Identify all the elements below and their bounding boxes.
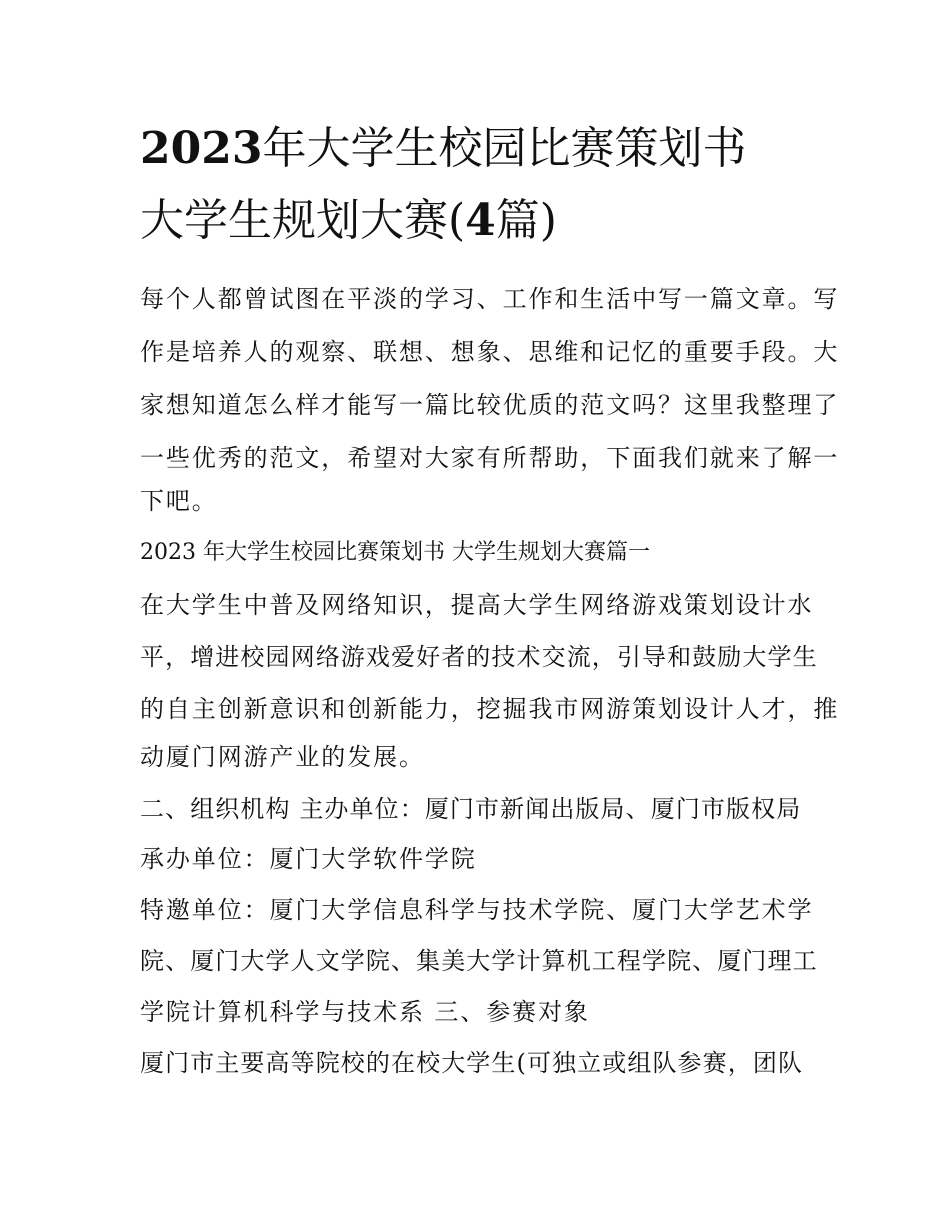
- body-line: 院、厦门大学人文学院、集美大学计算机工程学院、厦门理工: [140, 947, 818, 975]
- body-line: 家想知道怎么样才能写一篇比较优质的范文吗？这里我整理了: [140, 391, 840, 419]
- body-line: 每个人都曾试图在平淡的学习、工作和生活中写一篇文章。写: [140, 285, 840, 313]
- title-year: 2023: [140, 123, 263, 174]
- document-title-line-1: [140, 124, 820, 174]
- document-title-line-2: [140, 196, 820, 246]
- body-line: 学院计算机科学与技术系 三、参赛对象: [140, 998, 590, 1026]
- body-line: 特邀单位：厦门大学信息科学与技术学院、厦门大学艺术学: [140, 896, 814, 924]
- body-line: 平，增进校园网络游戏爱好者的技术交流，引导和鼓励大学生: [140, 643, 818, 671]
- body-line: 厦门市主要高等院校的在校大学生(可独立或组队参赛，团队: [140, 1049, 804, 1077]
- body-line: 下吧。: [140, 487, 218, 515]
- title-line-1-text: 年大学生校园比赛策划书: [262, 123, 747, 174]
- body-line: 二、组织机构 主办单位：厦门市新闻出版局、厦门市版权局: [140, 795, 802, 823]
- title-count: 4: [465, 195, 496, 246]
- body-line: 动厦门网游产业的发展。: [140, 743, 425, 771]
- body-line: 的自主创新意识和创新能力，挖掘我市网游策划设计人才，推: [140, 695, 840, 723]
- section-heading: 2023 年大学生校园比赛策划书 大学生规划大赛篇一: [140, 540, 650, 565]
- title-line-2-text: 大学生规划大赛(: [140, 195, 466, 246]
- body-line: 承办单位：厦门大学软件学院: [140, 845, 477, 873]
- body-line: 一些优秀的范文，希望对大家有所帮助，下面我们就来了解一: [140, 444, 840, 472]
- title-line-2-end: 篇): [495, 195, 557, 246]
- body-line: 作是培养人的观察、联想、想象、思维和记忆的重要手段。大: [140, 338, 840, 366]
- body-line: 在大学生中普及网络知识，提高大学生网络游戏策划设计水: [140, 591, 814, 619]
